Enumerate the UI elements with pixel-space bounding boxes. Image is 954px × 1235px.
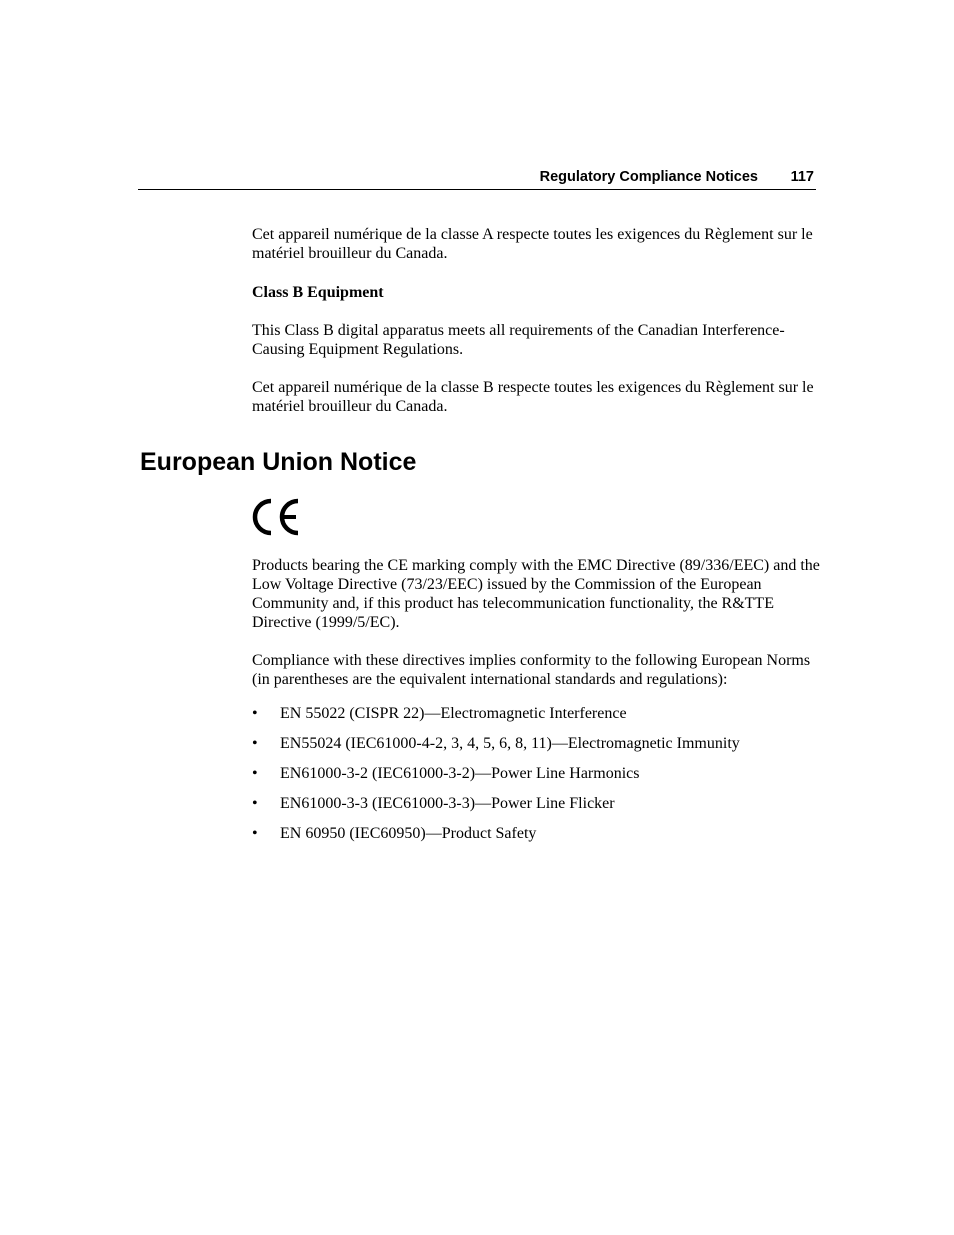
list-item — [252, 734, 822, 764]
norms-list — [252, 704, 822, 854]
bullet-icon: • — [252, 765, 258, 782]
eu-paragraph-ce-marking: Products bearing the CE marking comply with the EMC Directive (89/336/EEC) and the Low Voltage Directive (73/23/EEC) issued by the Commission of the European Community and, if this product has telecommunication functionality, the R&TTE Directive (1999/5/EC). — [252, 557, 820, 631]
norm-text: EN55024 (IEC61000-4-2, 3, 4, 5, 6, 8, 11)—Electromagnetic Immunity — [280, 735, 740, 752]
list-item — [252, 794, 822, 824]
page-number: 117 — [790, 169, 814, 185]
bullet-icon: • — [252, 795, 258, 812]
bullet-icon: • — [252, 735, 258, 752]
ce-mark-logo — [250, 496, 302, 538]
list-item — [252, 704, 822, 734]
header-title: Regulatory Compliance Notices — [539, 169, 758, 185]
class-b-french-paragraph: Cet appareil numérique de la classe B respecte toutes les exigences du Règlement sur le matériel brouilleur du Canada. — [252, 379, 814, 415]
running-header — [138, 167, 816, 190]
bullet-icon: • — [252, 705, 258, 722]
norm-text: EN61000-3-3 (IEC61000-3-3)—Power Line Flicker — [280, 795, 615, 812]
section-title-european-union-notice: European Union Notice — [140, 448, 417, 476]
bullet-icon: • — [252, 825, 258, 842]
list-item — [252, 824, 822, 854]
norm-text: EN 60950 (IEC60950)—Product Safety — [280, 825, 537, 842]
class-a-french-paragraph: Cet appareil numérique de la classe A respecte toutes les exigences du Règlement sur le matériel brouilleur du Canada. — [252, 226, 813, 262]
eu-paragraph-norms-intro: Compliance with these directives implies conformity to the following European Norms (in parentheses are the equivalent international standards and regulations): — [252, 652, 811, 688]
norm-text: EN 55022 (CISPR 22)—Electromagnetic Interference — [280, 705, 627, 722]
class-b-heading: Class B Equipment — [252, 284, 384, 301]
norm-text: EN61000-3-2 (IEC61000-3-2)—Power Line Harmonics — [280, 765, 640, 782]
list-item — [252, 764, 822, 794]
class-b-english-paragraph: This Class B digital apparatus meets all requirements of the Canadian Interference-Causing Equipment Regulations. — [252, 322, 785, 358]
